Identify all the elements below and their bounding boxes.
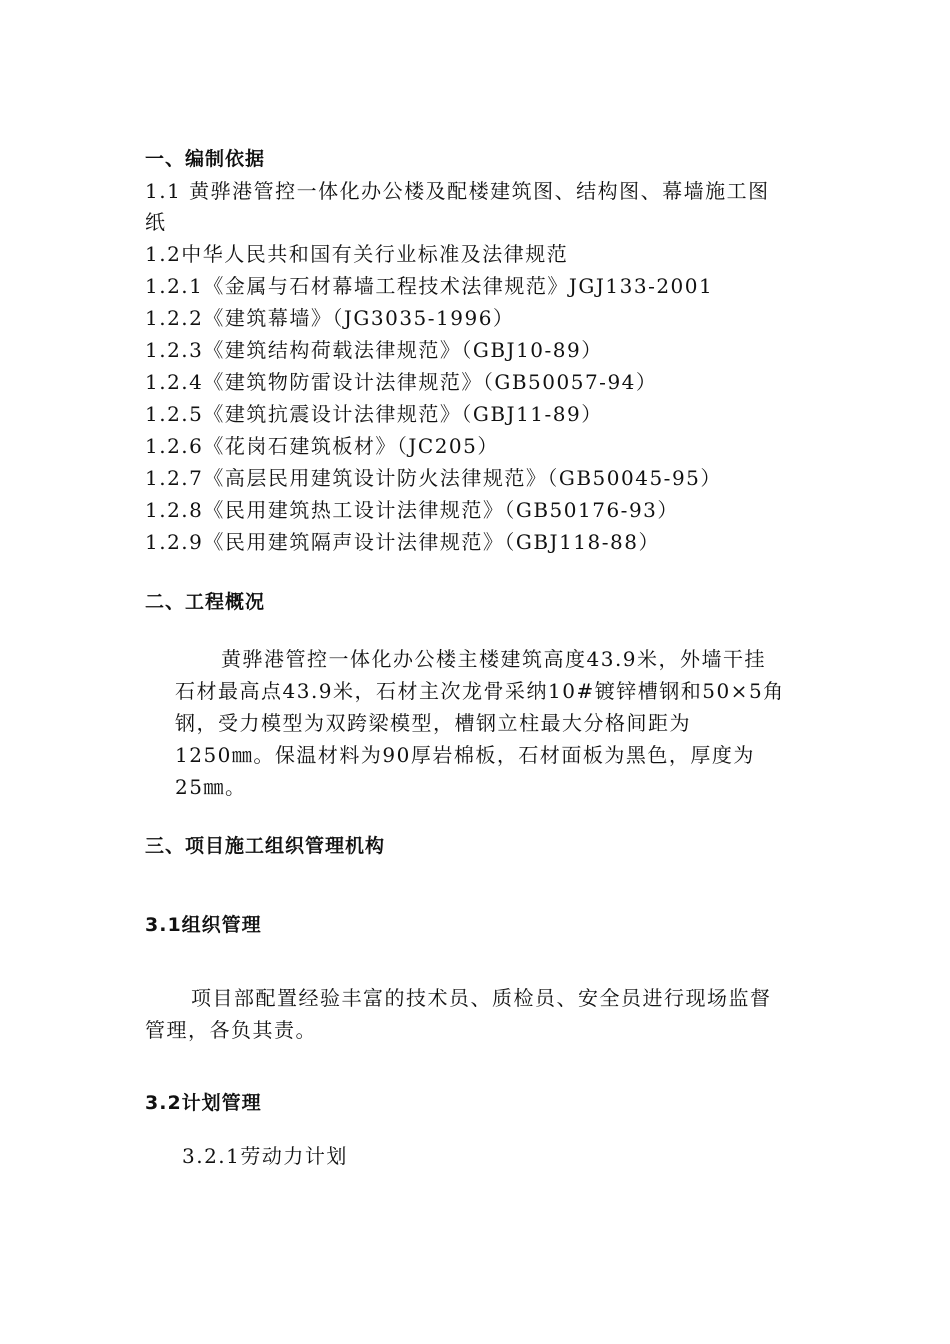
org-paragraph-line: 管理，各负其责。 bbox=[145, 1018, 317, 1042]
standard-item: 1.2.9《民用建筑隔声设计法律规范》（GBJ118-88） bbox=[145, 530, 660, 554]
item-1-1-line-1: 1.1 黄骅港管控一体化办公楼及配楼建筑图、结构图、幕墙施工图 bbox=[145, 179, 770, 203]
subsection-heading-3-2: 3.2计划管理 bbox=[145, 1092, 262, 1114]
standard-item: 1.2.4《建筑物防雷设计法律规范》（GB50057-94） bbox=[145, 370, 658, 394]
standard-item: 1.2.2《建筑幕墙》（JG3035-1996） bbox=[145, 306, 515, 330]
standard-item: 1.2.8《民用建筑热工设计法律规范》（GB50176-93） bbox=[145, 498, 679, 522]
standard-item: 1.2.6《花岗石建筑板材》（JC205） bbox=[145, 434, 499, 458]
overview-paragraph-line: 1250㎜。保温材料为90厚岩棉板，石材面板为黑色，厚度为 bbox=[175, 743, 755, 767]
item-3-2-1: 3.2.1劳动力计划 bbox=[182, 1144, 348, 1168]
overview-paragraph-line: 钢，受力模型为双跨梁模型，槽钢立柱最大分格间距为 bbox=[175, 711, 691, 735]
overview-paragraph-line: 黄骅港管控一体化办公楼主楼建筑高度43.9米，外墙干挂 bbox=[221, 647, 767, 671]
section-heading-overview: 二、工程概况 bbox=[145, 591, 266, 613]
standard-item: 1.2.1《金属与石材幕墙工程技术法律规范》JGJ133-2001 bbox=[145, 274, 714, 298]
overview-paragraph-line: 石材最高点43.9米，石材主次龙骨采纳10#镀锌槽钢和50×5角 bbox=[175, 679, 785, 703]
standard-item: 1.2.3《建筑结构荷载法律规范》（GBJ10-89） bbox=[145, 338, 603, 362]
section-heading-basis: 一、编制依据 bbox=[145, 148, 266, 170]
item-1-2: 1.2中华人民共和国有关行业标准及法律规范 bbox=[145, 242, 569, 266]
subsection-heading-3-1: 3.1组织管理 bbox=[145, 914, 262, 936]
org-paragraph-line: 项目部配置经验丰富的技术员、质检员、安全员进行现场监督 bbox=[191, 986, 772, 1010]
standard-item: 1.2.7《高层民用建筑设计防火法律规范》（GB50045-95） bbox=[145, 466, 722, 490]
item-1-1-line-2: 纸 bbox=[145, 210, 167, 234]
standard-item: 1.2.5《建筑抗震设计法律规范》（GBJ11-89） bbox=[145, 402, 603, 426]
section-heading-organization: 三、项目施工组织管理机构 bbox=[145, 835, 386, 857]
overview-paragraph-line: 25㎜。 bbox=[175, 775, 247, 799]
